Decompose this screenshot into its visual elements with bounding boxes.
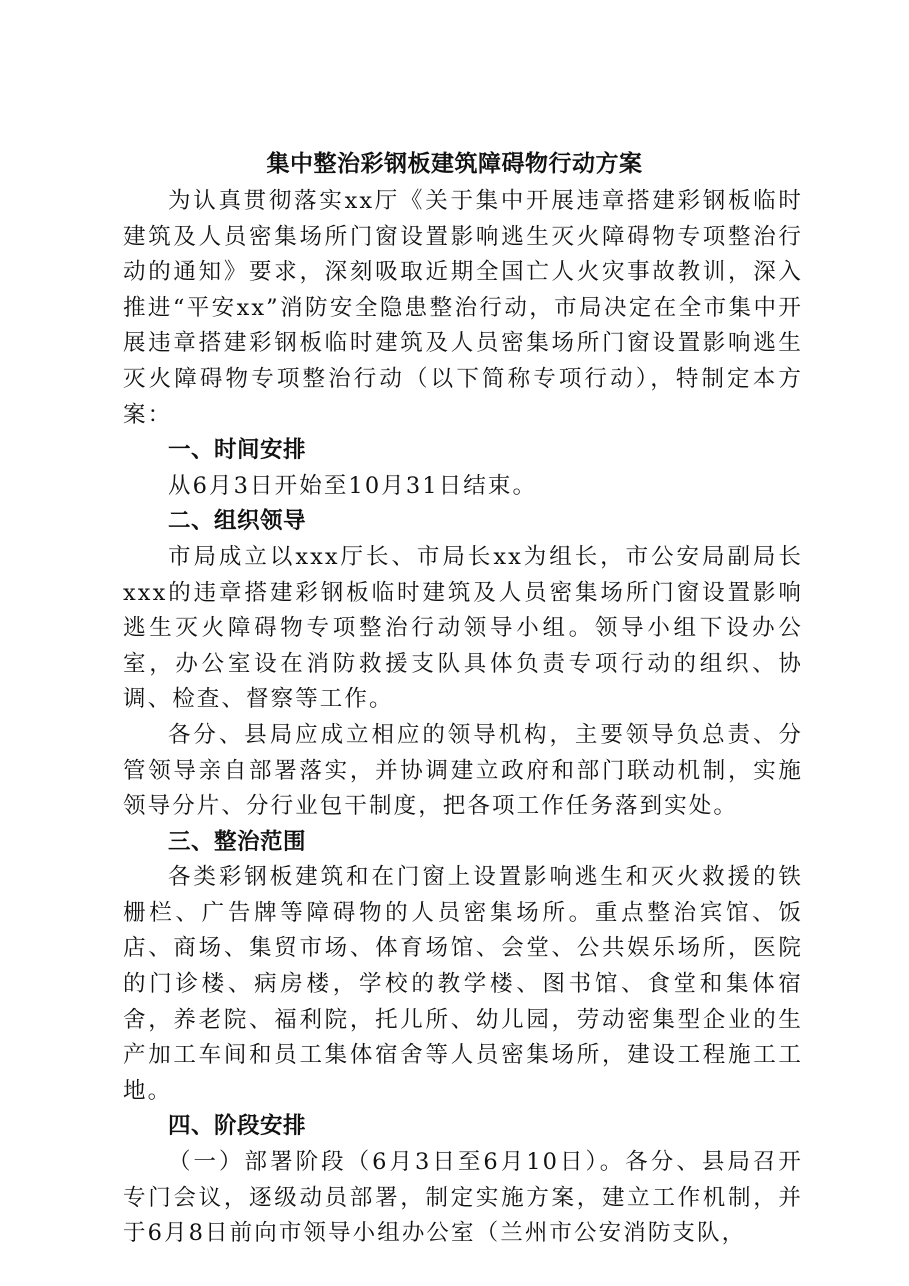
section-paragraph: 从6月3日开始至10月31日结束。 (168, 472, 538, 499)
section-paragraph: （一）部署阶段（6月3日至6月10日）。各分、县局召开专门会议，逐级动员部署，制定实施方案，建立工作机制，并于6月8日前向市领导小组办公室（兰州市公安消防支队， (123, 1149, 803, 1247)
section-paragraph: 市局成立以xxx厅长、市局长xx为组长，市公安局副局长xxx的违章搭建彩钢板临时建筑及人员密集场所门窗设置影响逃生灭火障碍物专项整治行动领导小组。领导小组下设办公室，办公室设在消防救援支队具体负责专项行动的组织、协调、检查、督察等工作。 (123, 543, 803, 713)
section-heading-organization: 二、组织领导 (168, 508, 307, 535)
document-body (123, 184, 803, 1252)
document-title: 集中整治彩钢板建筑障碍物行动方案 (266, 150, 643, 177)
intro-paragraph: 为认真贯彻落实xx厅《关于集中开展违章搭建彩钢板临时建筑及人员密集场所门窗设置影响逃生灭火障碍物专项整治行动的通知》要求，深刻吸取近期全国亡人火灾事故教训，深入推进“平安xx”消防安全隐患整治行动，市局决定在全市集中开展违章搭建彩钢板临时建筑及人员密集场所门窗设置影响逃生灭火障碍物专项整治行动（以下简称专项行动），特制定本方案： (123, 188, 803, 428)
section-paragraph: 各类彩钢板建筑和在门窗上设置影响逃生和灭火救援的铁栅栏、广告牌等障碍物的人员密集场所。重点整治宾馆、饭店、商场、集贸市场、体育场馆、会堂、公共娱乐场所，医院的门诊楼、病房楼，学校的教学楼、图书馆、食堂和集体宿舍，养老院、福利院，托儿所、幼儿园，劳动密集型企业的生产加工车间和员工集体宿舍等人员密集场所，建设工程施工工地。 (123, 864, 803, 1104)
section-heading-schedule: 一、时间安排 (168, 437, 307, 464)
section-paragraph: 各分、县局应成立相应的领导机构，主要领导负总责、分管领导亲自部署落实，并协调建立政府和部门联动机制，实施领导分片、分行业包干制度，把各项工作任务落到实处。 (123, 721, 803, 820)
section-heading-scope: 三、整治范围 (168, 828, 307, 855)
section-heading-phases: 四、阶段安排 (168, 1113, 307, 1140)
